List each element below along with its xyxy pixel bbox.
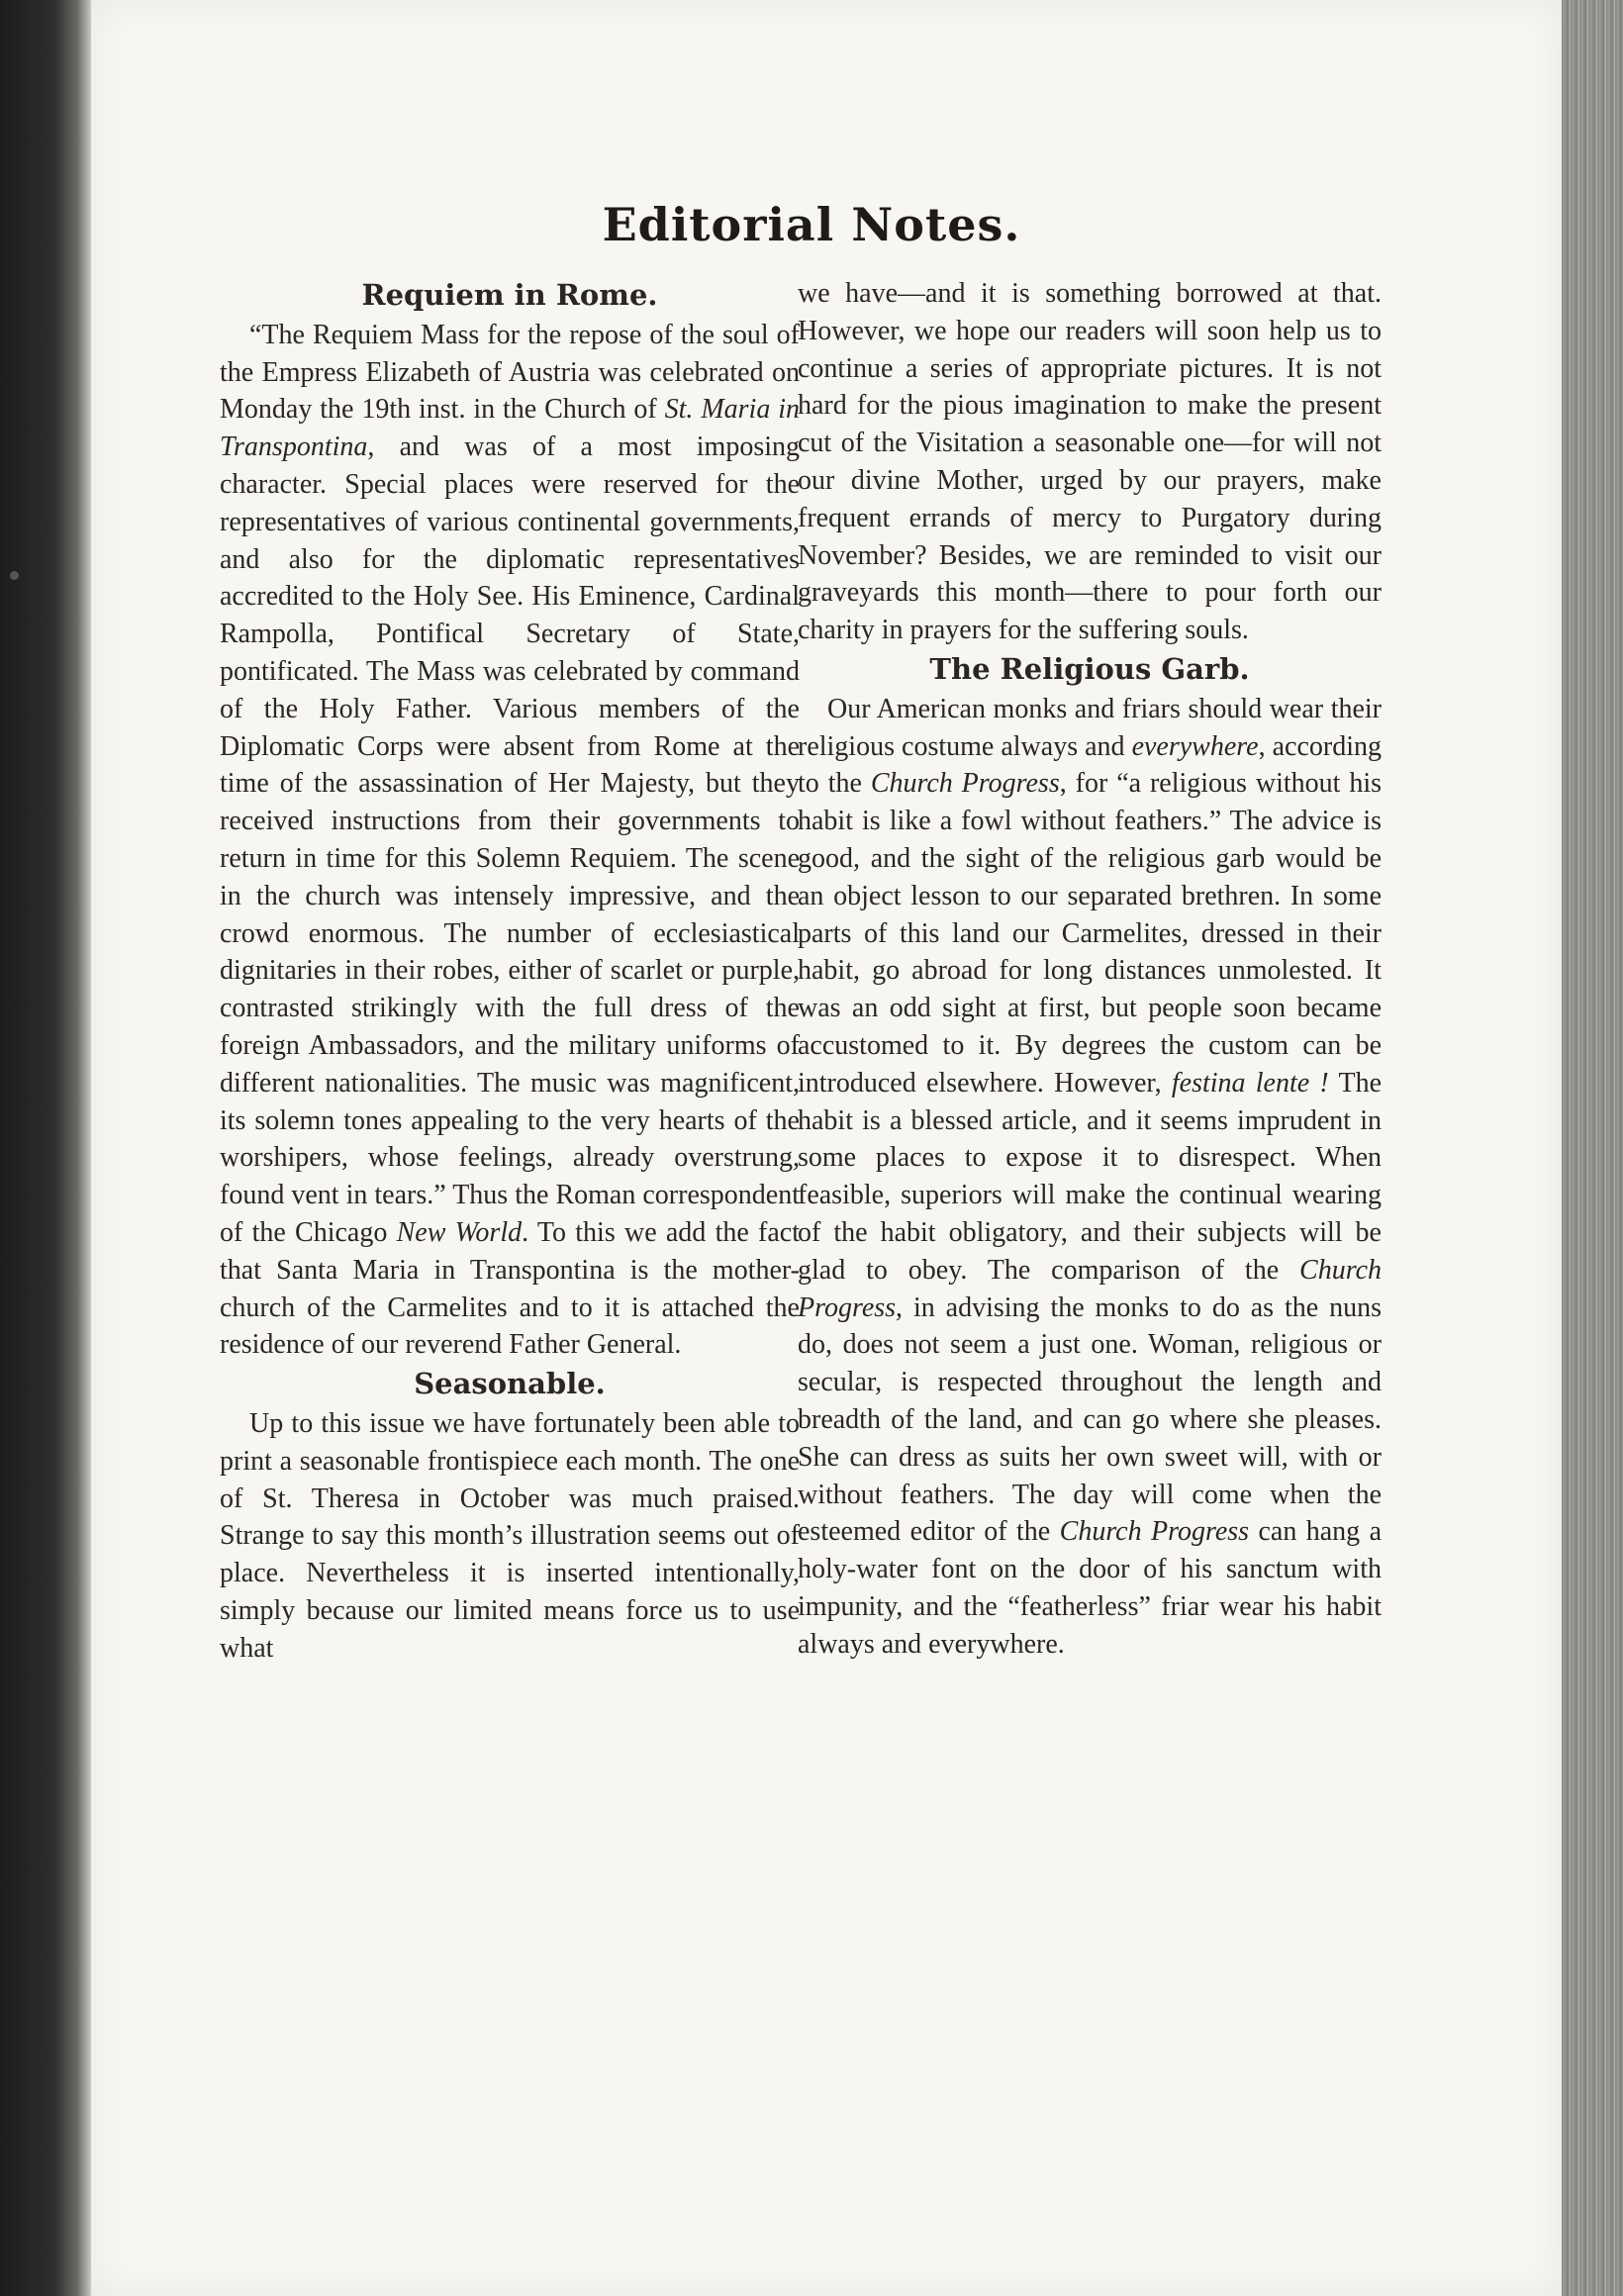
text-run-italic: Church Progress — [1059, 1516, 1250, 1548]
column-right — [798, 275, 1382, 1663]
text-run-italic: St. Maria in Transpontina — [220, 394, 800, 463]
text-run: . To this we add the fact that Santa Maria in Transpontina is the mother-church of the Carmelites and to it is attached the residence of our reverend Father General. — [220, 1216, 800, 1361]
scan-mark — [10, 571, 19, 580]
article-body-requiem — [220, 317, 800, 1364]
text-run: Our American monks and friars should wear their religious costume always and — [798, 693, 1382, 762]
article-heading-seasonable: Seasonable. — [414, 1367, 606, 1401]
text-run: , and was of a most imposing character. Special places were reserved for the representatives of various continental governments, and also for the diplomatic representatives accredited to the Holy See. His Eminence, Cardinal Rampolla, Pontifical Secretary of State, pontificated. The Mass was celebrated by command of the Holy Father. Various members of the Diplomatic Corps were absent from Rome at the time of the assassination of Her Majesty, but they received instructions from their governments to return in time for this Solemn Requiem. The scene in the church was intensely impressive, and the crowd enormous. The number of ecclesiastical dignitaries in their robes, either of scarlet or purple, contrasted strikingly with the full dress of the foreign Ambassadors, and the military uniforms of different nationalities. The music was magnificent, its solemn tones appealing to the very hearts of the worshipers, whose feelings, already overstrung, found vent in tears.” Thus the Roman correspondent of the Chicago — [220, 431, 800, 1248]
text-run: The habit is a blessed article, and it seems imprudent in some places to expose it to disrespect. When feasible, superiors will make the continual wearing of the habit obligatory, and their subjects will be glad to obey. The comparison of the — [798, 1067, 1383, 1286]
article-heading-religious-garb: The Religious Garb. — [929, 651, 1250, 686]
text-run: , for “a religious without his habit is like a fowl without feathers.” The advice is good, and the sight of the religious garb would be an object lesson to our separated brethren. In some parts of this land our Carmelites, dressed in their habit, go abroad for long distances unmolested. It was an odd sight at first, but people soon became accustomed to it. By degrees the custom can be introduced elsewhere. However, — [798, 768, 1382, 1099]
text-run: , in advising the monks to do as the nuns do, does not seem a just one. Woman, religious or secular, is respected throughout the length and breadth of the land, and can go where she pleases. She can dress as suits her own sweet will, with or without feathers. The day will come when the esteemed editor of the — [798, 1292, 1382, 1548]
text-run-italic: everywhere — [1131, 730, 1259, 762]
book-page-edges-right — [1562, 0, 1623, 2296]
text-run: we have—and it is something borrowed at that. However, we hope our readers will soon help us to continue a series of appropriate pictures. It is not hard for the pious imagination to make the present cut of the Visitation a seasonable one—for will not our divine Mother, urged by our prayers, make frequent errands of mercy to Purgatory during November? Besides, we are reminded to visit our graveyards this month—there to pour forth our charity in prayers for the suffering souls. — [798, 278, 1382, 646]
article-body-seasonable-continued — [798, 275, 1382, 649]
text-run: Up to this issue we have fortunately been able to print a seasonable frontispiece each month. The one of St. Theresa in October was much praised. Strange to say this month’s illustration seems out of place. Nevertheless it is inserted intentionally, simply because our limited means force us to use what — [220, 1407, 800, 1664]
article-body-religious-garb — [798, 691, 1382, 1664]
text-run-italic: New World — [396, 1216, 523, 1248]
article-heading-requiem: Requiem in Rome. — [361, 278, 658, 312]
text-run: can hang a holy-water font on the door of his sanctum with impunity, and the “featherless” friar wear his habit always and everywhere. — [798, 1516, 1382, 1660]
article-body-seasonable — [220, 1405, 800, 1668]
text-run-italic: Church Progress — [870, 768, 1060, 800]
column-left — [220, 275, 800, 1667]
text-run-italic: festina lente ! — [1171, 1067, 1329, 1099]
page-title: Editorial Notes. — [602, 198, 1021, 251]
text-run: , according to the — [798, 730, 1382, 800]
text-run-italic: Church Progress — [798, 1254, 1382, 1323]
book-gutter-left — [0, 0, 91, 2296]
text-run: “The Requiem Mass for the repose of the soul of the Empress Elizabeth of Austria was celebrated on Monday the 19th inst. in the Church of — [220, 319, 800, 426]
